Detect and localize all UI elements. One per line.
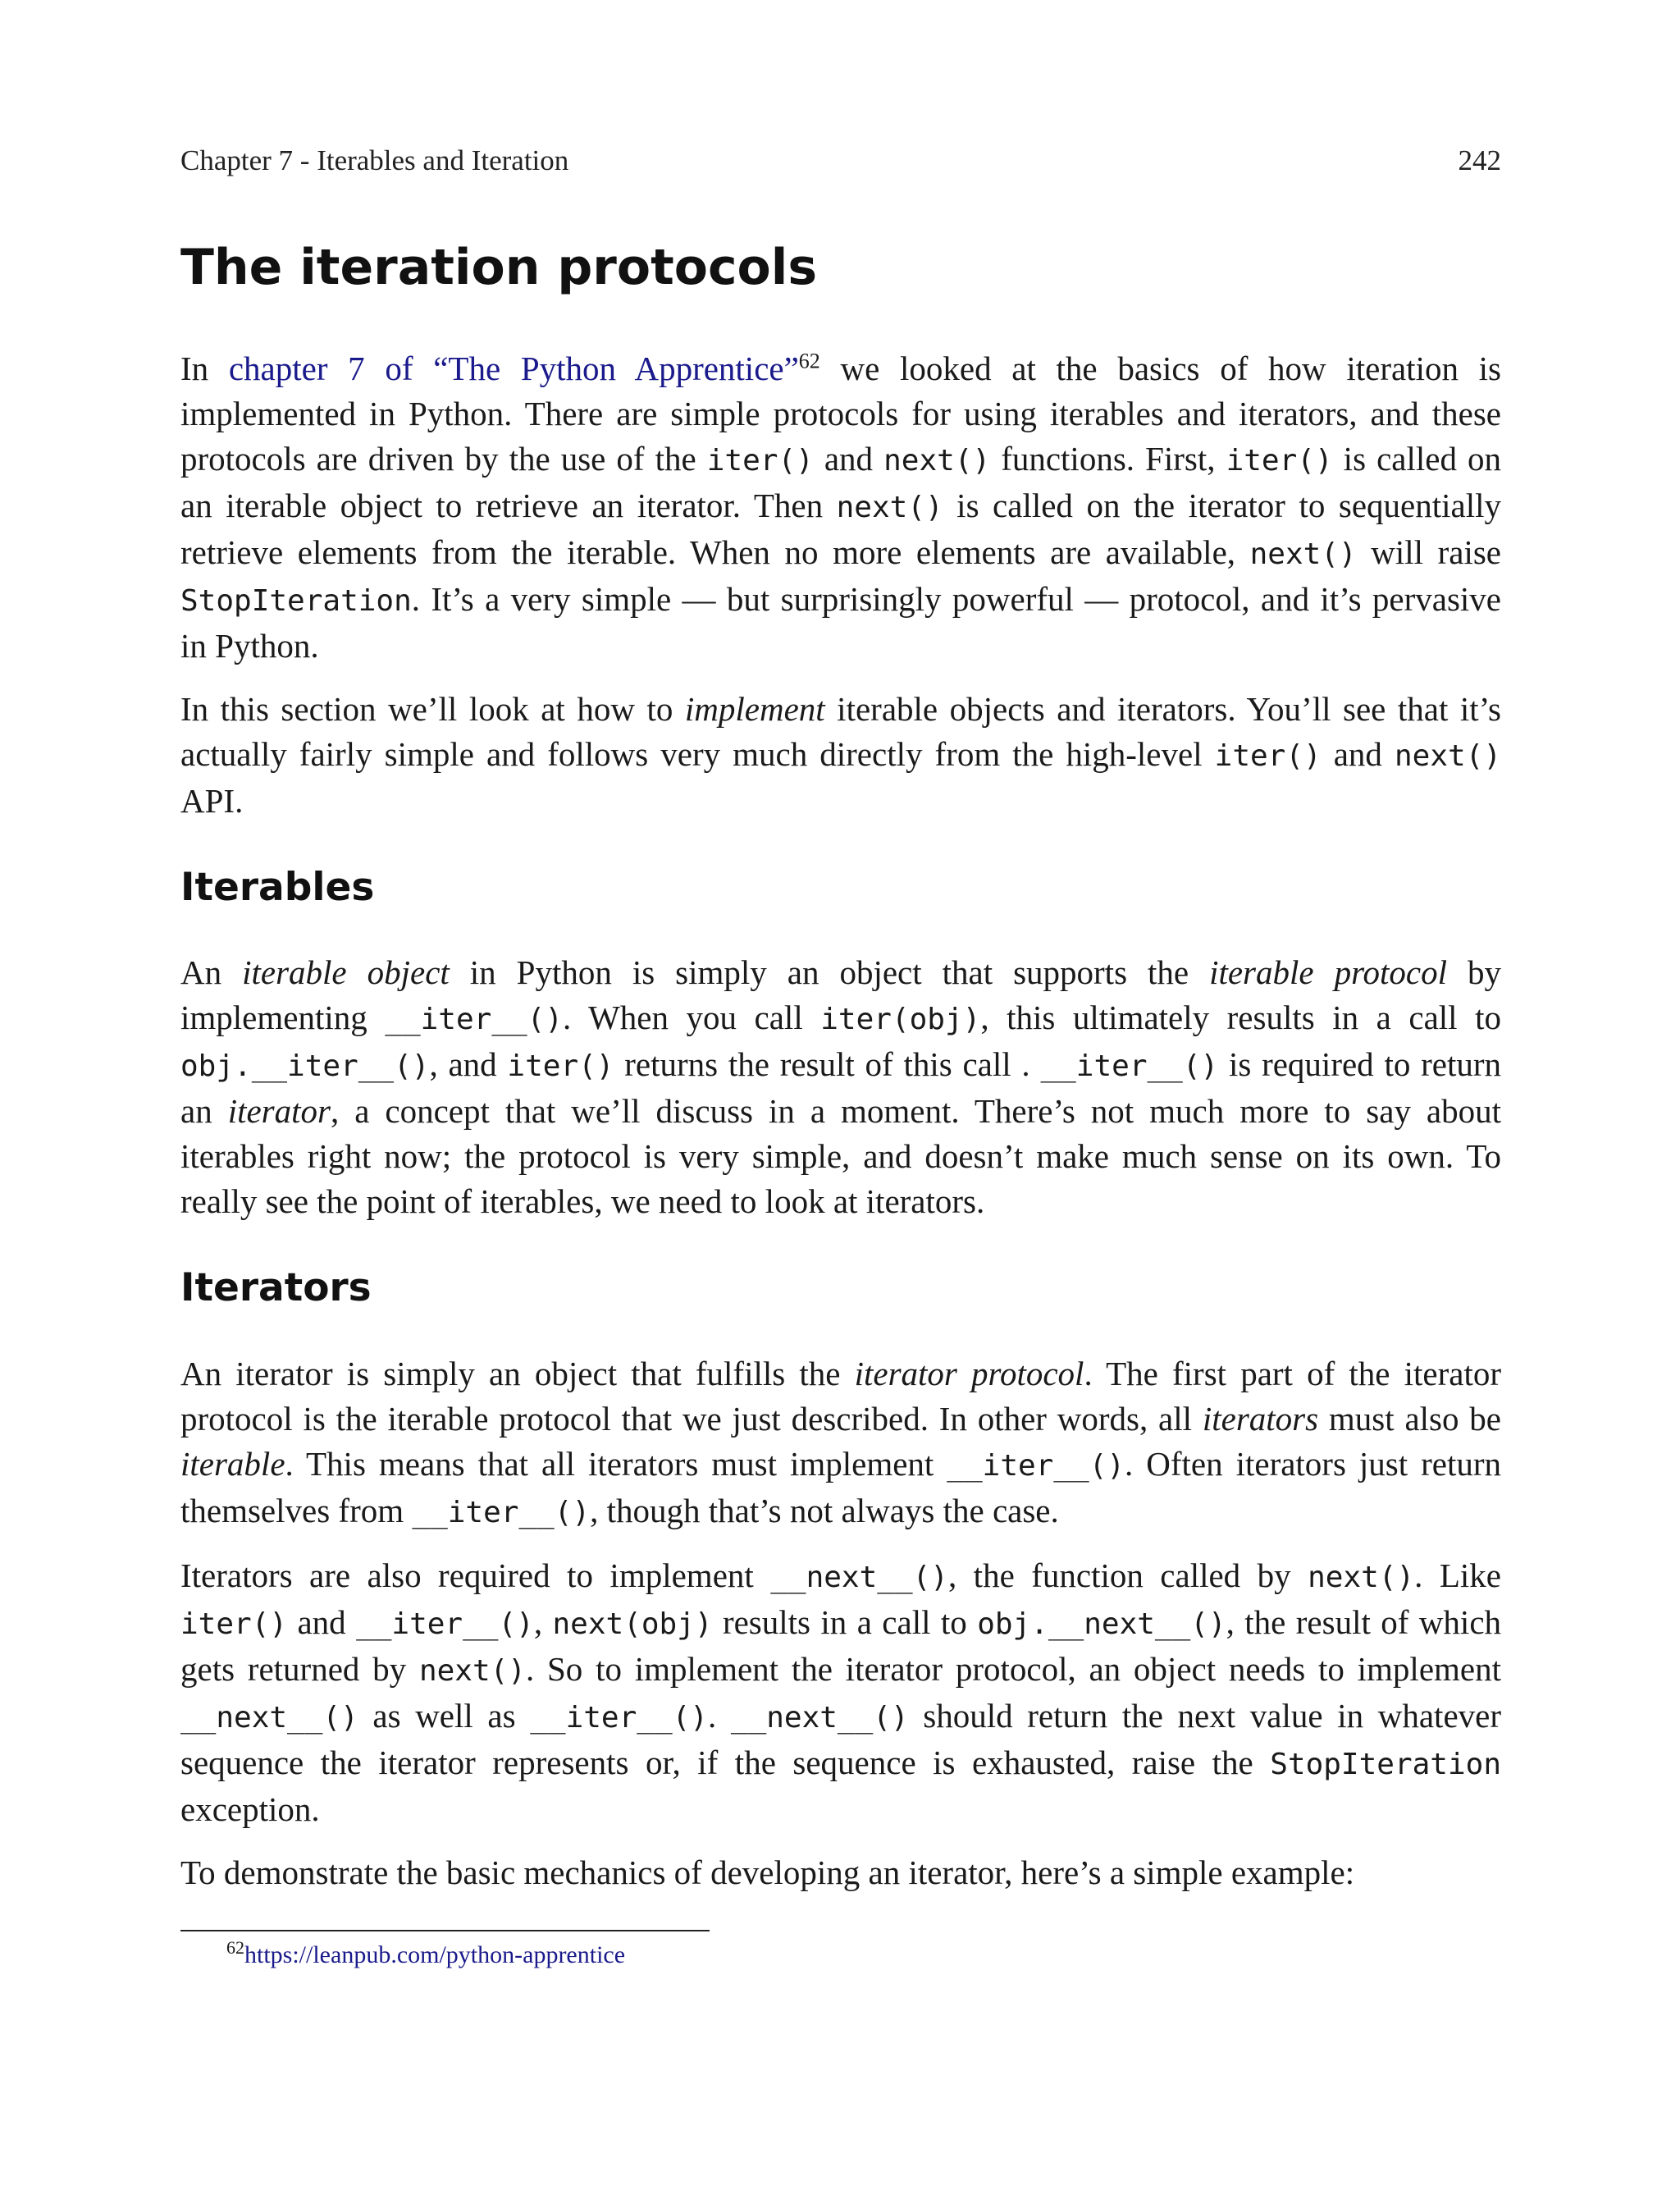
footnote-url-link[interactable]: https://leanpub.com/python-apprentice (244, 1941, 626, 1968)
intro-paragraph-2: In this section we’ll look at how to implement iterable objects and iterators. You’ll see that it’s actually fairly simple and follows very much directly from the high-level iter() and next() API. (180, 690, 1502, 820)
iterables-heading: Iterables (180, 865, 375, 910)
iterators-paragraph-1: An iterator is simply an object that fulfills the iterator protocol. The first part of the iterator protocol is the iterable protocol that we just described. In other words, all iterators must also be iterable. This means that all iterators must implement __iter__(). Often iterators just return themselves from __iter__(), though that’s not always the case. (180, 1354, 1502, 1529)
intro-paragraph-1: In chapter 7 of “The Python Apprentice”$^{62}$ we looked at the basics of how iteration is implemented in Python. There are simple protocols for using iterables and iterators, and these protocols are driven by the use of the iter() and next() functions. First, iter() is called on an iterable object to retrieve an iterator. Then next() is called on the iterator to sequentially retrieve elements from the iterable. When no more elements are available, next() will raise StopIteration. It’s a very simple — but surprisingly powerful — protocol, and it’s pervasive in Python. (180, 349, 1501, 665)
footnote-divider (180, 1930, 710, 1931)
book-page (180, 0, 1501, 2185)
running-header (180, 144, 1501, 185)
iterables-paragraph: An iterable object in Python is simply an object that supports the iterable protocol by implementing __iter__(). When you call iter(obj), this ultimately results in a call to obj.__iter__(), and iter() returns the result of this call . __iter__() is required to return an iterator, a concept that we’ll discuss in a moment. There’s not much more to say about iterables right now; the protocol is very simple, and doesn’t make much sense on its own. To really see the point of iterables, we need to look at iterators. (180, 953, 1502, 1221)
iterators-paragraph-2: Iterators are also required to implement __next__(), the function called by next(). Like iter() and __iter__(), next(obj) results in a call to obj.__next__(), the result of which gets returned by next(). So to implement the iterator protocol, an object needs to implement __next__() as well as __iter__(). __next__() should return the next value in whatever sequence the iterator represents or, if the sequence is exhausted, raise the StopIteration exception. (180, 1556, 1502, 1828)
page-number: 242 (1458, 144, 1501, 176)
footnote-number: 62 (226, 1937, 244, 1958)
footnote-ref-62[interactable]: 62 (798, 349, 820, 373)
chapter-title: Chapter 7 - Iterables and Iteration (180, 144, 569, 176)
section-title: The iteration protocols (180, 239, 818, 296)
iterators-paragraph-3: To demonstrate the basic mechanics of developing an iterator, here’s a simple example: (180, 1853, 1355, 1891)
iterators-heading: Iterators (180, 1265, 372, 1311)
footnote-62 (226, 1937, 626, 1969)
page-content (180, 238, 1501, 1913)
apprentice-chapter-link[interactable]: chapter 7 of “The Python Apprentice” (228, 350, 799, 387)
